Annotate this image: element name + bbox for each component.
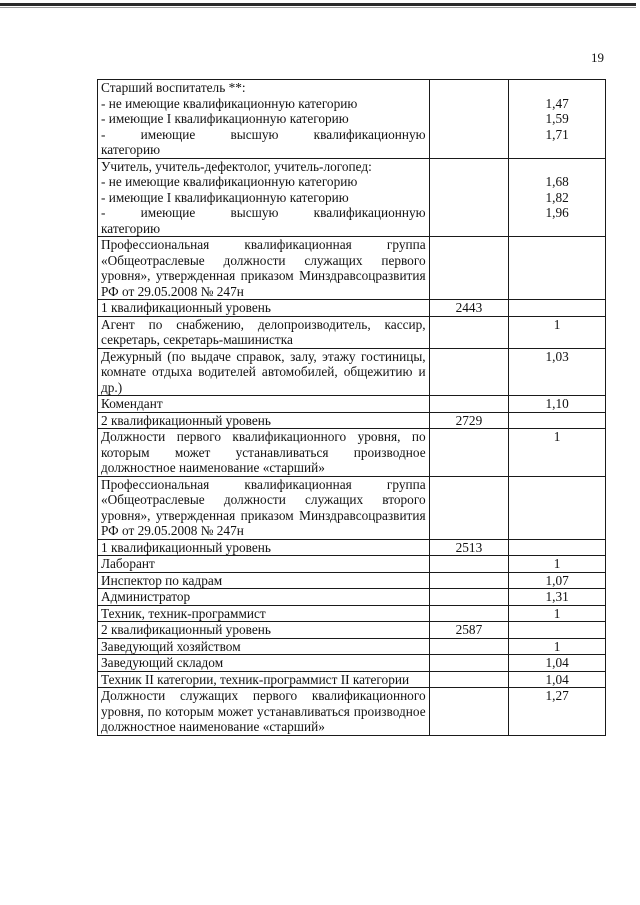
position-line: - имеющие I квалификационную категорию — [101, 111, 349, 126]
position-line: - не имеющие квалификационную категорию — [101, 95, 358, 111]
coefficient-cell: 1 — [509, 638, 606, 655]
base-salary-cell — [429, 348, 509, 396]
coefficient-cell — [509, 158, 606, 237]
table-row — [98, 237, 606, 300]
salary-coefficient-table — [97, 79, 606, 736]
coefficient-value: 1,96 — [545, 205, 569, 220]
coefficient-value — [512, 159, 602, 175]
coefficient-value: 1,47 — [545, 95, 569, 111]
coefficient-value: 1,59 — [545, 111, 569, 126]
position-text: 2 квалификационный уровень — [101, 412, 271, 428]
base-salary-cell — [429, 316, 509, 348]
base-salary-cell — [429, 572, 509, 589]
coefficient-cell — [509, 237, 606, 300]
position-text: Лаборант — [101, 556, 155, 571]
position-text: Профессиональная квалификационная группа «Общеотраслевые должности служащих первого уровня», утвержденная приказом Минздравсоцразвития РФ от 29.05.2008 № 247н — [101, 237, 426, 299]
table-row — [98, 396, 606, 413]
table-row — [98, 80, 606, 159]
position-text: Заведующий складом — [101, 655, 224, 670]
coefficient-cell — [509, 476, 606, 539]
position-text: Техник, техник-программист — [101, 605, 266, 621]
position-cell — [98, 539, 430, 556]
position-text: Комендант — [101, 396, 163, 411]
position-cell — [98, 589, 430, 606]
coefficient-cell: 1 — [509, 316, 606, 348]
table-row — [98, 688, 606, 736]
position-text: 2 квалификационный уровень — [101, 622, 271, 637]
position-cell — [98, 396, 430, 413]
coefficient-cell: 1,04 — [509, 655, 606, 672]
table-row — [98, 671, 606, 688]
table-row — [98, 638, 606, 655]
base-salary-cell: 2443 — [429, 300, 509, 317]
position-cell — [98, 638, 430, 655]
base-salary-cell — [429, 237, 509, 300]
position-cell — [98, 300, 430, 317]
coefficient-cell: 1,27 — [509, 688, 606, 736]
position-line: - имеющие I квалификационную категорию — [101, 189, 349, 205]
position-cell — [98, 348, 430, 396]
position-cell — [98, 237, 430, 300]
table-row — [98, 655, 606, 672]
position-text: Администратор — [101, 589, 191, 604]
coefficient-cell: 1,07 — [509, 572, 606, 589]
position-cell — [98, 429, 430, 477]
position-text: 1 квалификационный уровень — [101, 539, 271, 555]
position-text: Заведующий хозяйством — [101, 638, 241, 654]
base-salary-cell — [429, 476, 509, 539]
table-row — [98, 348, 606, 396]
position-cell — [98, 655, 430, 672]
coefficient-cell: 1 — [509, 605, 606, 622]
position-line: - имеющие высшую квалификационную — [101, 126, 426, 142]
table-row — [98, 572, 606, 589]
coefficient-cell — [509, 622, 606, 639]
position-cell — [98, 622, 430, 639]
coefficient-cell: 1 — [509, 429, 606, 477]
table-row — [98, 539, 606, 556]
position-cell — [98, 316, 430, 348]
base-salary-cell: 2513 — [429, 539, 509, 556]
position-text: 1 квалификационный уровень — [101, 300, 271, 315]
table-row — [98, 316, 606, 348]
base-salary-cell — [429, 638, 509, 655]
position-cell — [98, 80, 430, 159]
position-line: - не имеющие квалификационную категорию — [101, 174, 358, 189]
position-cell — [98, 412, 430, 429]
position-cell — [98, 476, 430, 539]
base-salary-cell — [429, 429, 509, 477]
table-row — [98, 605, 606, 622]
table-row — [98, 622, 606, 639]
position-text: Инспектор по кадрам — [101, 572, 223, 588]
base-salary-cell — [429, 671, 509, 688]
base-salary-cell: 2587 — [429, 622, 509, 639]
coefficient-cell: 1,31 — [509, 589, 606, 606]
coefficient-cell: 1,04 — [509, 671, 606, 688]
position-line: категорию — [101, 142, 160, 157]
base-salary-cell: 2729 — [429, 412, 509, 429]
position-cell — [98, 671, 430, 688]
table-row — [98, 556, 606, 573]
base-salary-cell — [429, 158, 509, 237]
base-salary-cell — [429, 396, 509, 413]
position-line: Учитель, учитель-дефектолог, учитель-логопед: — [101, 158, 372, 174]
coefficient-cell — [509, 539, 606, 556]
coefficient-cell: 1 — [509, 556, 606, 573]
coefficient-cell — [509, 412, 606, 429]
table-row — [98, 300, 606, 317]
coefficient-value — [512, 80, 602, 96]
position-text: Должности служащих первого квалификационного уровня, по которым может устанавливаться производное должностное наименование «старший» — [101, 688, 426, 734]
scan-edge-line — [0, 3, 636, 6]
table-row — [98, 412, 606, 429]
scan-edge-line-thin — [0, 7, 636, 8]
table-row — [98, 589, 606, 606]
position-text: Должности первого квалификационного уровня, по которым может устанавливаться производное должностное наименование «старший» — [101, 429, 426, 475]
position-text: Дежурный (по выдаче справок, залу, этажу гостиницы, комнате отдыха водителей автомобилей, общежитию и др.) — [101, 348, 426, 395]
position-cell — [98, 605, 430, 622]
position-text: Агент по снабжению, делопроизводитель, кассир, секретарь, секретарь-машинистка — [101, 316, 426, 347]
coefficient-cell — [509, 300, 606, 317]
base-salary-cell — [429, 80, 509, 159]
table-row — [98, 429, 606, 477]
position-text: Профессиональная квалификационная группа «Общеотраслевые должности служащих второго уровня», утвержденная приказом Минздравсоцразвития РФ от 29.05.2008 № 247н — [101, 476, 426, 538]
base-salary-cell — [429, 556, 509, 573]
table-row — [98, 158, 606, 237]
position-cell — [98, 158, 430, 237]
base-salary-cell — [429, 589, 509, 606]
coefficient-value: 1,71 — [545, 126, 569, 142]
position-line: - имеющие высшую квалификационную — [101, 205, 426, 220]
base-salary-cell — [429, 655, 509, 672]
position-cell — [98, 572, 430, 589]
position-text: Техник II категории, техник-программист II категории — [101, 671, 410, 687]
coefficient-cell: 1,10 — [509, 396, 606, 413]
coefficient-cell: 1,03 — [509, 348, 606, 396]
coefficient-value: 1,82 — [545, 189, 569, 205]
table-row — [98, 476, 606, 539]
page-number: 19 — [591, 50, 604, 65]
position-cell — [98, 556, 430, 573]
base-salary-cell — [429, 605, 509, 622]
position-line: категорию — [101, 220, 160, 236]
position-line: Старший воспитатель **: — [101, 80, 246, 95]
position-cell — [98, 688, 430, 736]
base-salary-cell — [429, 688, 509, 736]
coefficient-cell — [509, 80, 606, 159]
coefficient-value: 1,68 — [545, 174, 569, 189]
